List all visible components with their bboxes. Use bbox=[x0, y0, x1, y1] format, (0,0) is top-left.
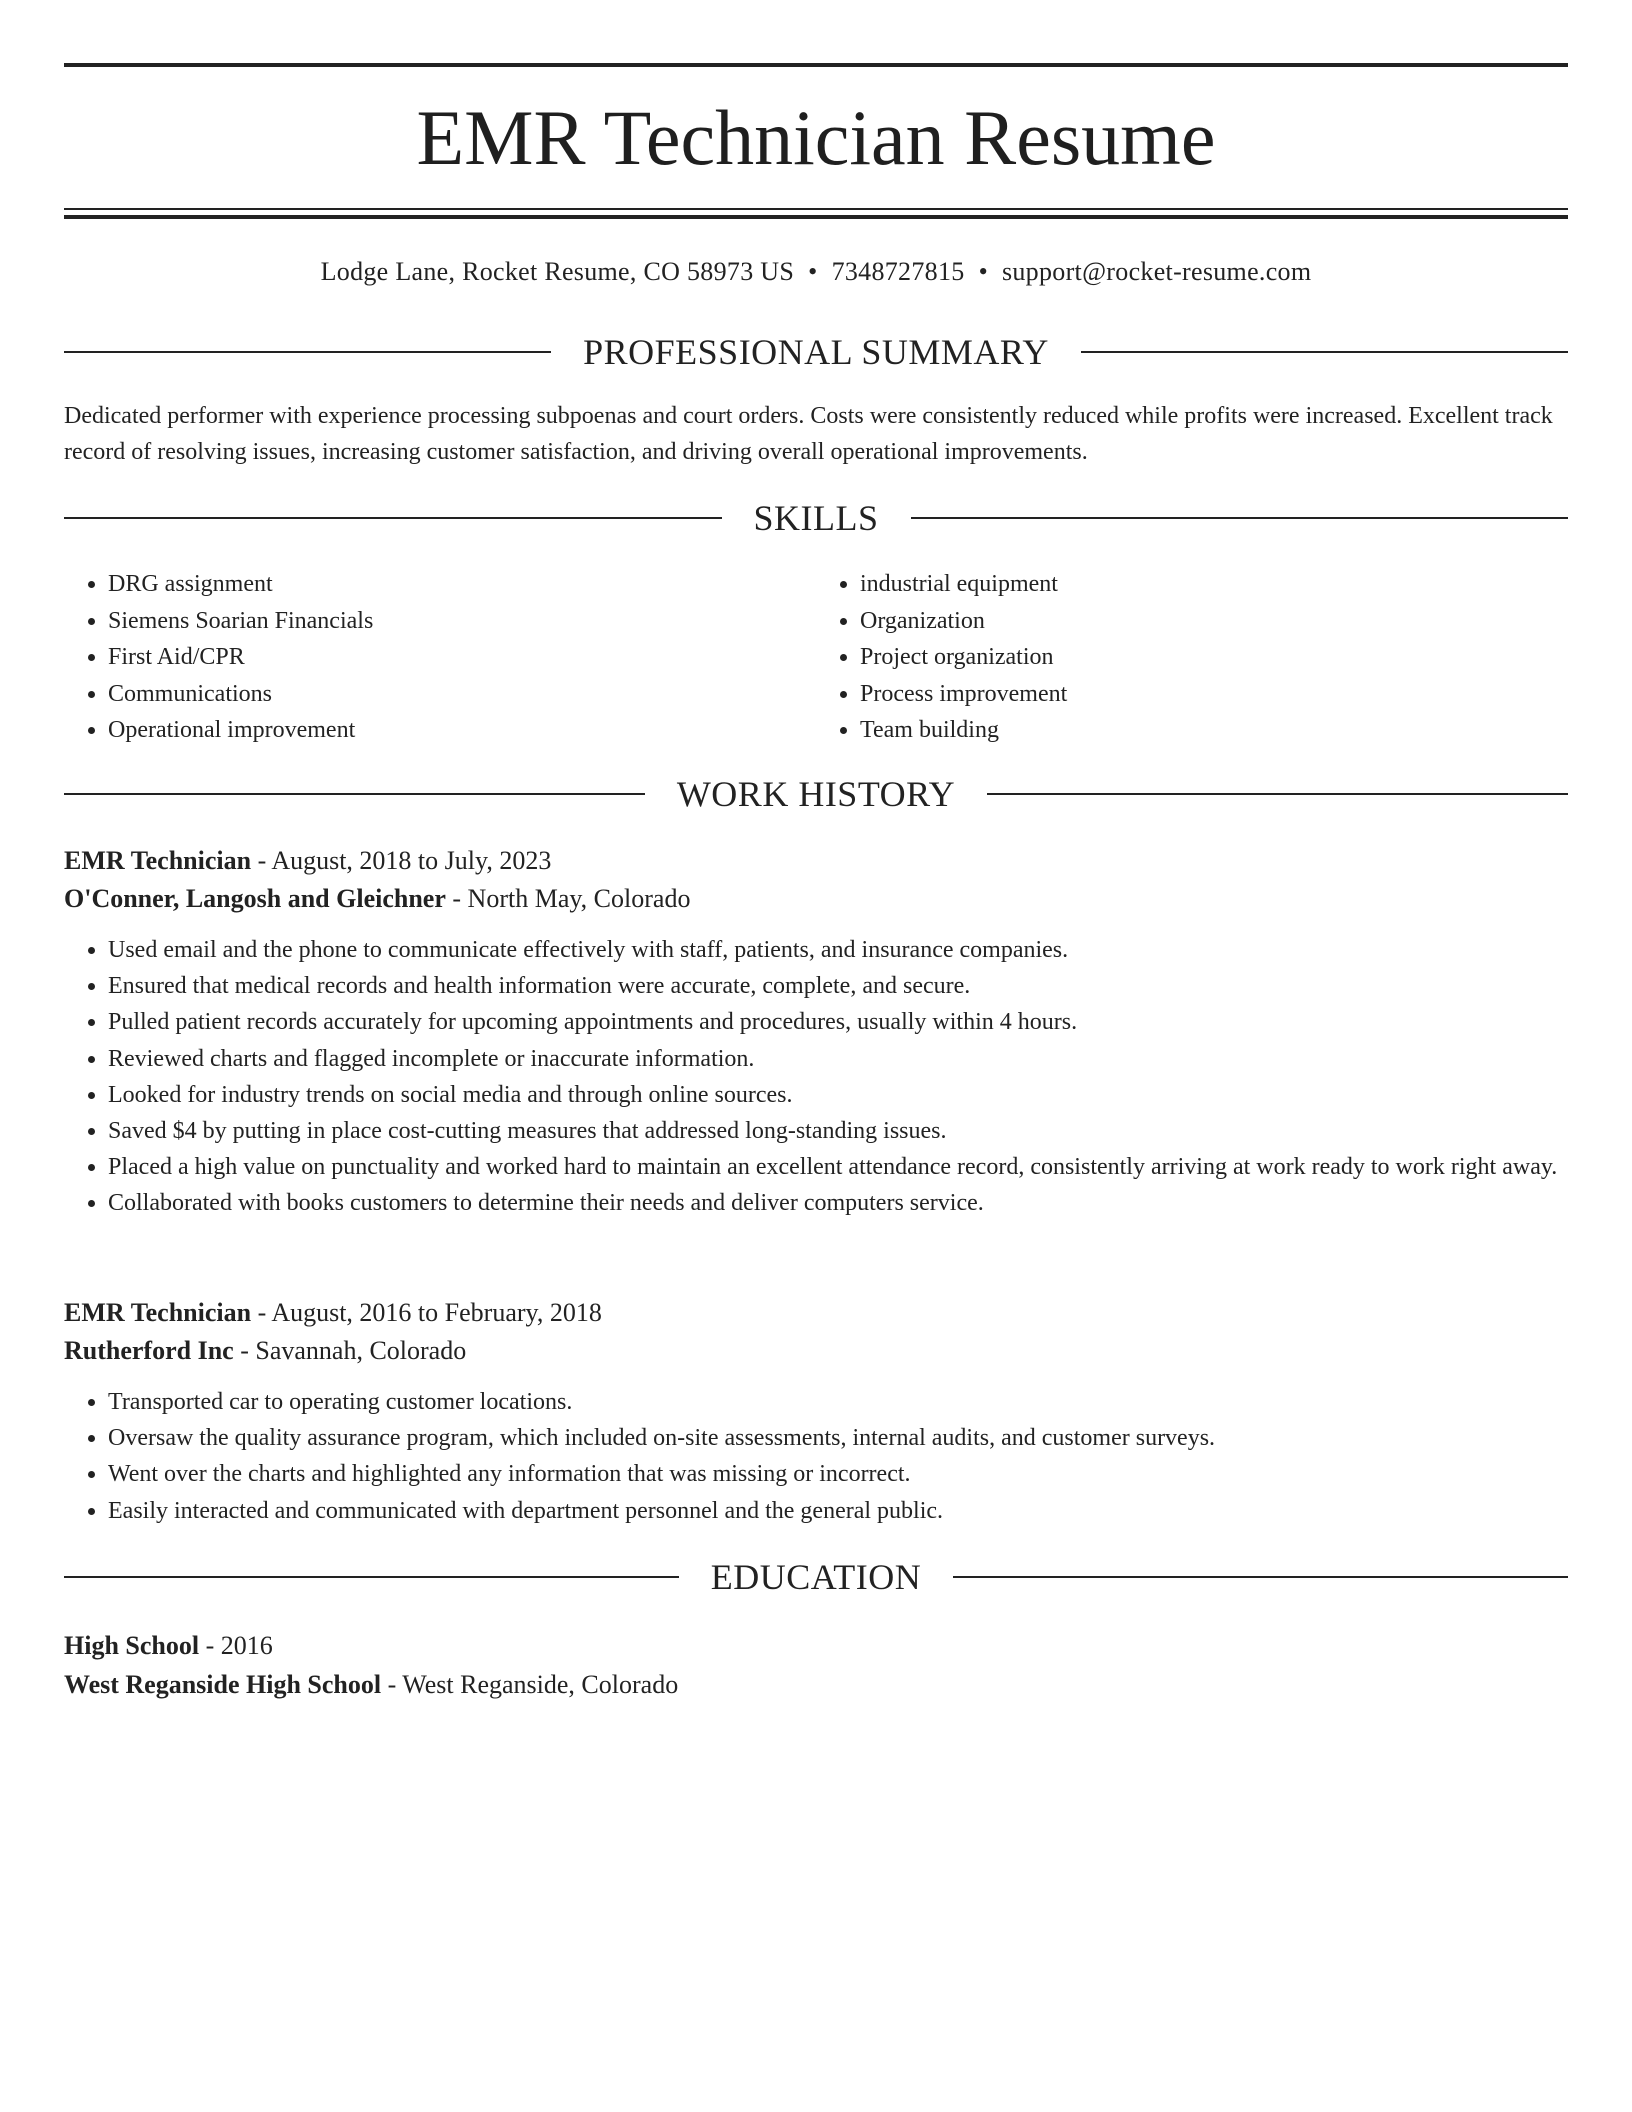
job-bullets bbox=[64, 932, 1568, 1222]
job-dates: - August, 2016 to February, 2018 bbox=[251, 1298, 602, 1327]
heading-label: PROFESSIONAL SUMMARY bbox=[583, 332, 1049, 372]
job-company: O'Conner, Langosh and Gleichner bbox=[64, 884, 446, 913]
skill-item: • Siemens Soarian Financials bbox=[108, 603, 816, 640]
job-bullet: • Ensured that medical records and health information were accurate, complete, and secure. bbox=[108, 968, 1568, 1004]
job-title-line bbox=[64, 842, 1568, 880]
education-location: - West Reganside, Colorado bbox=[381, 1670, 679, 1699]
job-bullet: • Pulled patient records accurately for upcoming appointments and procedures, usually within 4 hours. bbox=[108, 1004, 1568, 1040]
skill-item: • Organization bbox=[860, 603, 1568, 640]
skills-column-left bbox=[64, 566, 816, 749]
job-company: Rutherford Inc bbox=[64, 1336, 234, 1365]
contact-email: support@rocket-resume.com bbox=[1001, 257, 1312, 286]
skill-item: • Process improvement bbox=[860, 676, 1568, 713]
job-title-line bbox=[64, 1294, 1568, 1332]
skill-item: • Communications bbox=[108, 676, 816, 713]
heading-label: EDUCATION bbox=[710, 1557, 922, 1597]
job-title: EMR Technician bbox=[64, 1298, 252, 1327]
contact-line bbox=[64, 254, 1568, 290]
heading-rule bbox=[64, 351, 551, 353]
top-rule bbox=[64, 63, 1568, 67]
skills-list bbox=[64, 566, 1568, 749]
skill-item: • Project organization bbox=[860, 639, 1568, 676]
contact-separator: • bbox=[808, 257, 818, 286]
job-bullet: • Went over the charts and highlighted any information that was missing or incorrect. bbox=[108, 1456, 1568, 1492]
heading-rule bbox=[953, 1576, 1568, 1578]
section-heading-skills bbox=[64, 496, 1568, 540]
job-bullet: • Placed a high value on punctuality and worked hard to maintain an excellent attendance record, consistently arriving at work ready to work right away. bbox=[108, 1149, 1568, 1185]
title-rule-thick bbox=[64, 215, 1568, 219]
contact-phone: 7348727815 bbox=[831, 257, 965, 286]
heading-rule bbox=[1081, 351, 1568, 353]
contact-address: Lodge Lane, Rocket Resume, CO 58973 US bbox=[320, 257, 795, 286]
heading-label: SKILLS bbox=[753, 498, 879, 538]
job-bullet: • Reviewed charts and flagged incomplete or inaccurate information. bbox=[108, 1041, 1568, 1077]
job-location: - North May, Colorado bbox=[445, 884, 691, 913]
heading-rule bbox=[64, 517, 722, 519]
job-entry bbox=[64, 842, 1568, 1222]
skill-item: • industrial equipment bbox=[860, 566, 1568, 603]
heading-label: WORK HISTORY bbox=[676, 774, 956, 814]
job-entry bbox=[64, 1294, 1568, 1529]
heading-rule bbox=[64, 1576, 679, 1578]
job-bullet: • Looked for industry trends on social media and through online sources. bbox=[108, 1077, 1568, 1113]
education-year: - 2016 bbox=[199, 1631, 273, 1660]
education-school-line bbox=[64, 1665, 1568, 1704]
skill-item: • Team building bbox=[860, 712, 1568, 749]
job-bullet: • Collaborated with books customers to determine their needs and deliver computers service. bbox=[108, 1185, 1568, 1221]
resume-title: EMR Technician Resume bbox=[416, 94, 1216, 181]
skill-item: • DRG assignment bbox=[108, 566, 816, 603]
title-rule-thin bbox=[64, 208, 1568, 210]
job-bullets bbox=[64, 1384, 1568, 1529]
job-bullet: • Used email and the phone to communicate effectively with staff, patients, and insurance companies. bbox=[108, 932, 1568, 968]
job-dates: - August, 2018 to July, 2023 bbox=[251, 846, 552, 875]
job-bullet: • Transported car to operating customer locations. bbox=[108, 1384, 1568, 1420]
heading-rule bbox=[911, 517, 1569, 519]
summary-text: Dedicated performer with experience processing subpoenas and court orders. Costs were consistently reduced while profits were increased. Excellent track record of resolving issues, increasing customer satisfaction, and driving overall operational improvements. bbox=[64, 403, 1553, 465]
job-bullet: • Oversaw the quality assurance program, which included on-site assessments, internal audits, and customer surveys. bbox=[108, 1420, 1568, 1456]
job-title: EMR Technician bbox=[64, 846, 252, 875]
skill-item: • First Aid/CPR bbox=[108, 639, 816, 676]
contact-separator: • bbox=[978, 257, 988, 286]
job-company-line bbox=[64, 880, 1568, 918]
section-heading-summary bbox=[64, 330, 1568, 374]
education-entry bbox=[64, 1626, 1568, 1704]
job-bullet: • Easily interacted and communicated with department personnel and the general public. bbox=[108, 1493, 1568, 1529]
job-location: - Savannah, Colorado bbox=[233, 1336, 467, 1365]
education-degree-line bbox=[64, 1626, 1568, 1665]
heading-rule bbox=[64, 793, 645, 795]
section-heading-education bbox=[64, 1555, 1568, 1599]
skill-item: • Operational improvement bbox=[108, 712, 816, 749]
education-school: West Reganside High School bbox=[64, 1670, 382, 1699]
skills-column-right bbox=[816, 566, 1568, 749]
education-degree: High School bbox=[64, 1631, 200, 1660]
heading-rule bbox=[987, 793, 1568, 795]
section-heading-work bbox=[64, 772, 1568, 816]
job-company-line bbox=[64, 1332, 1568, 1370]
job-bullet: • Saved $4 by putting in place cost-cutting measures that addressed long-standing issues. bbox=[108, 1113, 1568, 1149]
